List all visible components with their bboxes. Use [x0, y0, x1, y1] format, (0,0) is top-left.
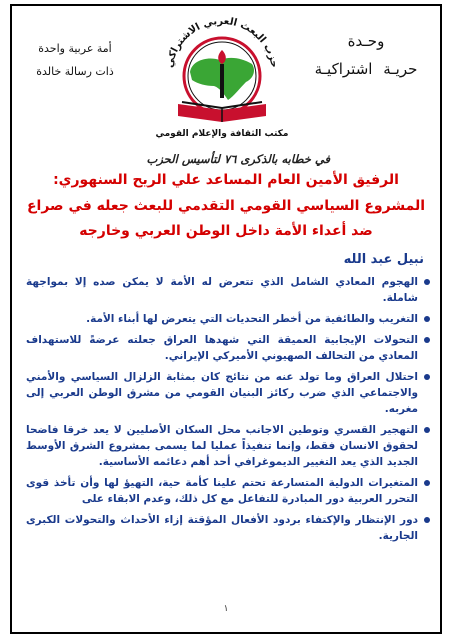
key-points-list [26, 274, 432, 549]
list-item: احتلال العراق وما تولد عنه من نتائج كان بمثابة الزلزال السياسي والأمني والاجتماعي الذي ضرب ركائز البنيان القومي من مشرق الوطن العربي إلى مغربه. [26, 369, 432, 417]
logo-party-name: حزب البعث العربي الاشتراكي [164, 15, 280, 69]
list-item: الهجوم المعادي الشامل الذي تتعرض له الأمة لا يمكن صده إلا بمواجهة شاملة. [26, 274, 432, 306]
document-page [10, 4, 442, 634]
article-kicker: في خطابه بالذكرى ٧٦ لتأسيس الحزب [146, 152, 330, 166]
slogan-eternal-message: ذات رسالة خالدة [36, 65, 114, 78]
list-item: المتغيرات الدولية المتسارعة تحتم علينا كأمة حية، التهيؤ لها وأن تأخذ قوى التحرر العربية دور المبادرة للتفاعل مع كل ذلك، وعدم الابقاء على [26, 475, 432, 507]
list-item: التغريب والطائفية من أخطر التحديات التي يتعرض لها أبناء الأمة. [26, 311, 432, 327]
slogan-freedom-socialism: حريـة اشتراكيـة [314, 60, 418, 78]
headline-line-3: ضد أعداء الأمة داخل الوطن العربي وخارجه [79, 223, 373, 239]
torch-icon [220, 64, 224, 98]
header-slogan-left [20, 42, 130, 78]
page-number: ١ [223, 604, 229, 614]
list-item: دور الإنتظار والإكتفاء بردود الأفعال المؤقتة إزاء الأحداث والتحولات الكبرى الجارية. [26, 512, 432, 544]
list-item: التحولات الإيجابية العميقة التي شهدها العراق جعلته عرضةً للاستهداف المعادي من التحالف الصهيوني الأميركي الإيراني. [26, 332, 432, 364]
party-logo [142, 12, 302, 142]
logo-office-name: مكتب الثقافة والإعلام القومي [155, 129, 289, 139]
author-name: نبيل عبد الله [343, 252, 424, 267]
slogan-unity: وحـدة [347, 32, 385, 50]
header-slogan-right [306, 32, 426, 78]
headline-line-2: المشروع السياسي القومي التقدمي للبعث جعله في صراع [26, 198, 426, 214]
headline-line-1: الرفيق الأمين العام المساعد علي الريح السنهوري: [53, 172, 399, 188]
list-item: التهجير القسري وتوطين الاجانب محل السكان الأصليين لا يعد خرقا فاضحا لحقوق الانسان فقط، وإنما تنفيذاً عمليا لما يسمى بمشروع الشرق الأوسط الجديد الذي يعد التغيير الديموغرافي أحد أهم دعائمه الأساسية. [26, 422, 432, 470]
slogan-one-nation: أمة عربية واحدة [38, 42, 112, 55]
